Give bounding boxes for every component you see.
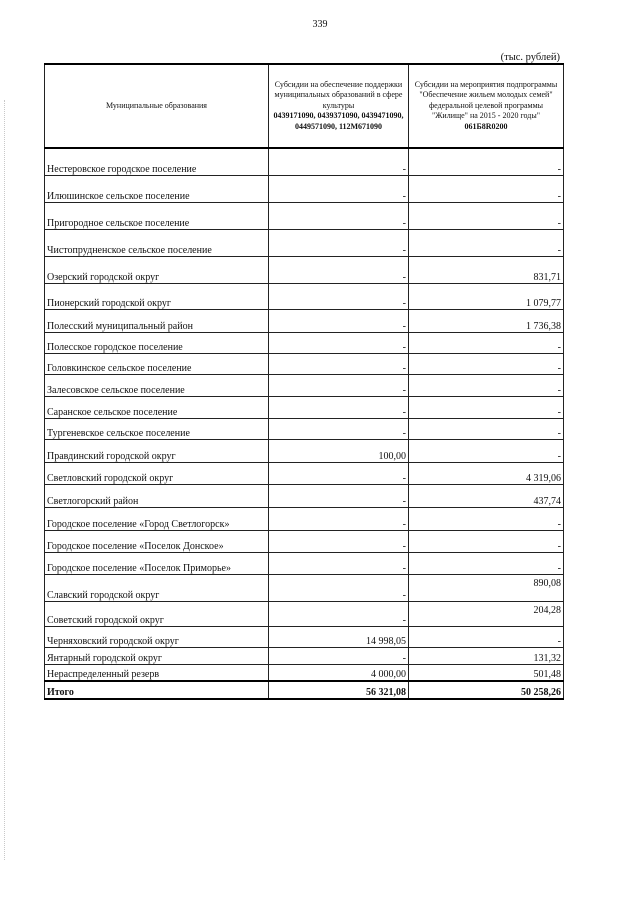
culture-subsidy-value-cell: - [269, 507, 409, 530]
municipality-name-cell: Городское поселение «Поселок Донское» [45, 530, 269, 552]
housing-subsidy-value-cell: - [409, 396, 564, 418]
total-housing-value-cell: 50 258,26 [409, 681, 564, 699]
column-header-culture-subsidies [269, 64, 409, 148]
culture-subsidy-value-cell: - [269, 647, 409, 664]
municipality-name-cell: Янтарный городской округ [45, 647, 269, 664]
culture-subsidy-value-cell: - [269, 202, 409, 229]
culture-subsidy-value-cell: - [269, 256, 409, 283]
culture-subsidy-value-cell: - [269, 484, 409, 507]
culture-subsidy-value-cell: - [269, 309, 409, 332]
housing-subsidy-value-cell: 1 079,77 [409, 283, 564, 309]
culture-subsidy-value-cell: - [269, 574, 409, 601]
table-row [45, 148, 564, 175]
table-row [45, 396, 564, 418]
table-row [45, 353, 564, 374]
housing-subsidy-value-cell: 4 319,06 [409, 462, 564, 484]
column-header-municipality: Муниципальные образования [45, 64, 269, 148]
municipality-name-cell: Нестеровское городское поселение [45, 148, 269, 175]
table-row [45, 574, 564, 601]
column-header-housing-code: 061Б8R0200 [464, 121, 508, 131]
culture-subsidy-value-cell: - [269, 229, 409, 256]
municipality-name-cell: Славский городской округ [45, 574, 269, 601]
culture-subsidy-value-cell: 4 000,00 [269, 664, 409, 681]
table-row [45, 229, 564, 256]
table-row [45, 256, 564, 283]
column-header-culture-code: 0439171090, 0439371090, 0439471090, 0449571090, 112M671090 [273, 111, 404, 131]
housing-subsidy-value-cell: - [409, 530, 564, 552]
subsidies-table [44, 63, 564, 700]
municipality-name-cell: Черняховский городской округ [45, 626, 269, 647]
culture-subsidy-value-cell: - [269, 332, 409, 353]
column-header-culture-text: Субсидии на обеспечение поддержки муниципальных образований в сфере культуры [274, 79, 403, 110]
culture-subsidy-value-cell: - [269, 374, 409, 396]
table-row [45, 332, 564, 353]
culture-subsidy-value-cell: 14 998,05 [269, 626, 409, 647]
housing-subsidy-value-cell: 1 736,38 [409, 309, 564, 332]
municipality-name-cell: Полесское городское поселение [45, 332, 269, 353]
housing-subsidy-value-cell: - [409, 439, 564, 462]
municipality-name-cell: Городское поселение «Поселок Приморье» [45, 552, 269, 574]
housing-subsidy-value-cell: 437,74 [409, 484, 564, 507]
table-row [45, 552, 564, 574]
table-row [45, 664, 564, 681]
total-row [45, 681, 564, 699]
municipality-name-cell: Полесский муниципальный район [45, 309, 269, 332]
housing-subsidy-value-cell: 831,71 [409, 256, 564, 283]
municipality-name-cell: Правдинский городской округ [45, 439, 269, 462]
culture-subsidy-value-cell: - [269, 530, 409, 552]
culture-subsidy-value-cell: - [269, 601, 409, 626]
table-row [45, 626, 564, 647]
housing-subsidy-value-cell: - [409, 229, 564, 256]
municipality-name-cell: Светлогорский район [45, 484, 269, 507]
municipality-name-cell: Тургеневское сельское поселение [45, 418, 269, 439]
table-row [45, 374, 564, 396]
column-header-housing-text: Субсидии на мероприятия подпрограммы "Обеспечение жильем молодых семей" федеральной целевой программы "Жилище" на 2015 - 2020 годы" [414, 79, 558, 121]
total-label-cell: Итого [45, 681, 269, 699]
scan-edge-marks [4, 100, 6, 860]
municipality-name-cell: Саранское сельское поселение [45, 396, 269, 418]
municipality-name-cell: Озерский городской округ [45, 256, 269, 283]
culture-subsidy-value-cell: - [269, 418, 409, 439]
housing-subsidy-value-cell: 501,48 [409, 664, 564, 681]
table-row [45, 175, 564, 202]
housing-subsidy-value-cell: - [409, 175, 564, 202]
column-header-housing-subsidies [409, 64, 564, 148]
housing-subsidy-value-cell: - [409, 507, 564, 530]
table-row [45, 202, 564, 229]
housing-subsidy-value-cell: 890,08 [409, 574, 564, 601]
municipality-name-cell: Чистопрудненское сельское поселение [45, 229, 269, 256]
municipality-name-cell: Головкинское сельское поселение [45, 353, 269, 374]
table-row [45, 530, 564, 552]
table-row [45, 283, 564, 309]
culture-subsidy-value-cell: 100,00 [269, 439, 409, 462]
housing-subsidy-value-cell: - [409, 148, 564, 175]
housing-subsidy-value-cell: - [409, 374, 564, 396]
table-row [45, 462, 564, 484]
culture-subsidy-value-cell: - [269, 148, 409, 175]
table-row [45, 601, 564, 626]
table-row [45, 418, 564, 439]
table-row [45, 507, 564, 530]
housing-subsidy-value-cell: - [409, 202, 564, 229]
municipality-name-cell: Нераспределенный резерв [45, 664, 269, 681]
housing-subsidy-value-cell: 131,32 [409, 647, 564, 664]
page-number: 339 [312, 19, 328, 30]
municipality-name-cell: Илюшинское сельское поселение [45, 175, 269, 202]
table-row [45, 309, 564, 332]
culture-subsidy-value-cell: - [269, 353, 409, 374]
municipality-name-cell: Залесовское сельское поселение [45, 374, 269, 396]
municipality-name-cell: Пионерский городской округ [45, 283, 269, 309]
culture-subsidy-value-cell: - [269, 396, 409, 418]
culture-subsidy-value-cell: - [269, 552, 409, 574]
culture-subsidy-value-cell: - [269, 283, 409, 309]
municipality-name-cell: Городское поселение «Город Светлогорск» [45, 507, 269, 530]
table-row [45, 647, 564, 664]
housing-subsidy-value-cell: 204,28 [409, 601, 564, 626]
municipality-name-cell: Светловский городской округ [45, 462, 269, 484]
housing-subsidy-value-cell: - [409, 332, 564, 353]
housing-subsidy-value-cell: - [409, 353, 564, 374]
total-culture-value-cell: 56 321,08 [269, 681, 409, 699]
municipality-name-cell: Пригородное сельское поселение [45, 202, 269, 229]
housing-subsidy-value-cell: - [409, 418, 564, 439]
housing-subsidy-value-cell: - [409, 552, 564, 574]
culture-subsidy-value-cell: - [269, 175, 409, 202]
table-row [45, 484, 564, 507]
housing-subsidy-value-cell: - [409, 626, 564, 647]
units-label: (тыс. рублей) [500, 52, 560, 63]
table-row [45, 439, 564, 462]
municipality-name-cell: Советский городской округ [45, 601, 269, 626]
table-header-row [45, 64, 564, 148]
culture-subsidy-value-cell: - [269, 462, 409, 484]
